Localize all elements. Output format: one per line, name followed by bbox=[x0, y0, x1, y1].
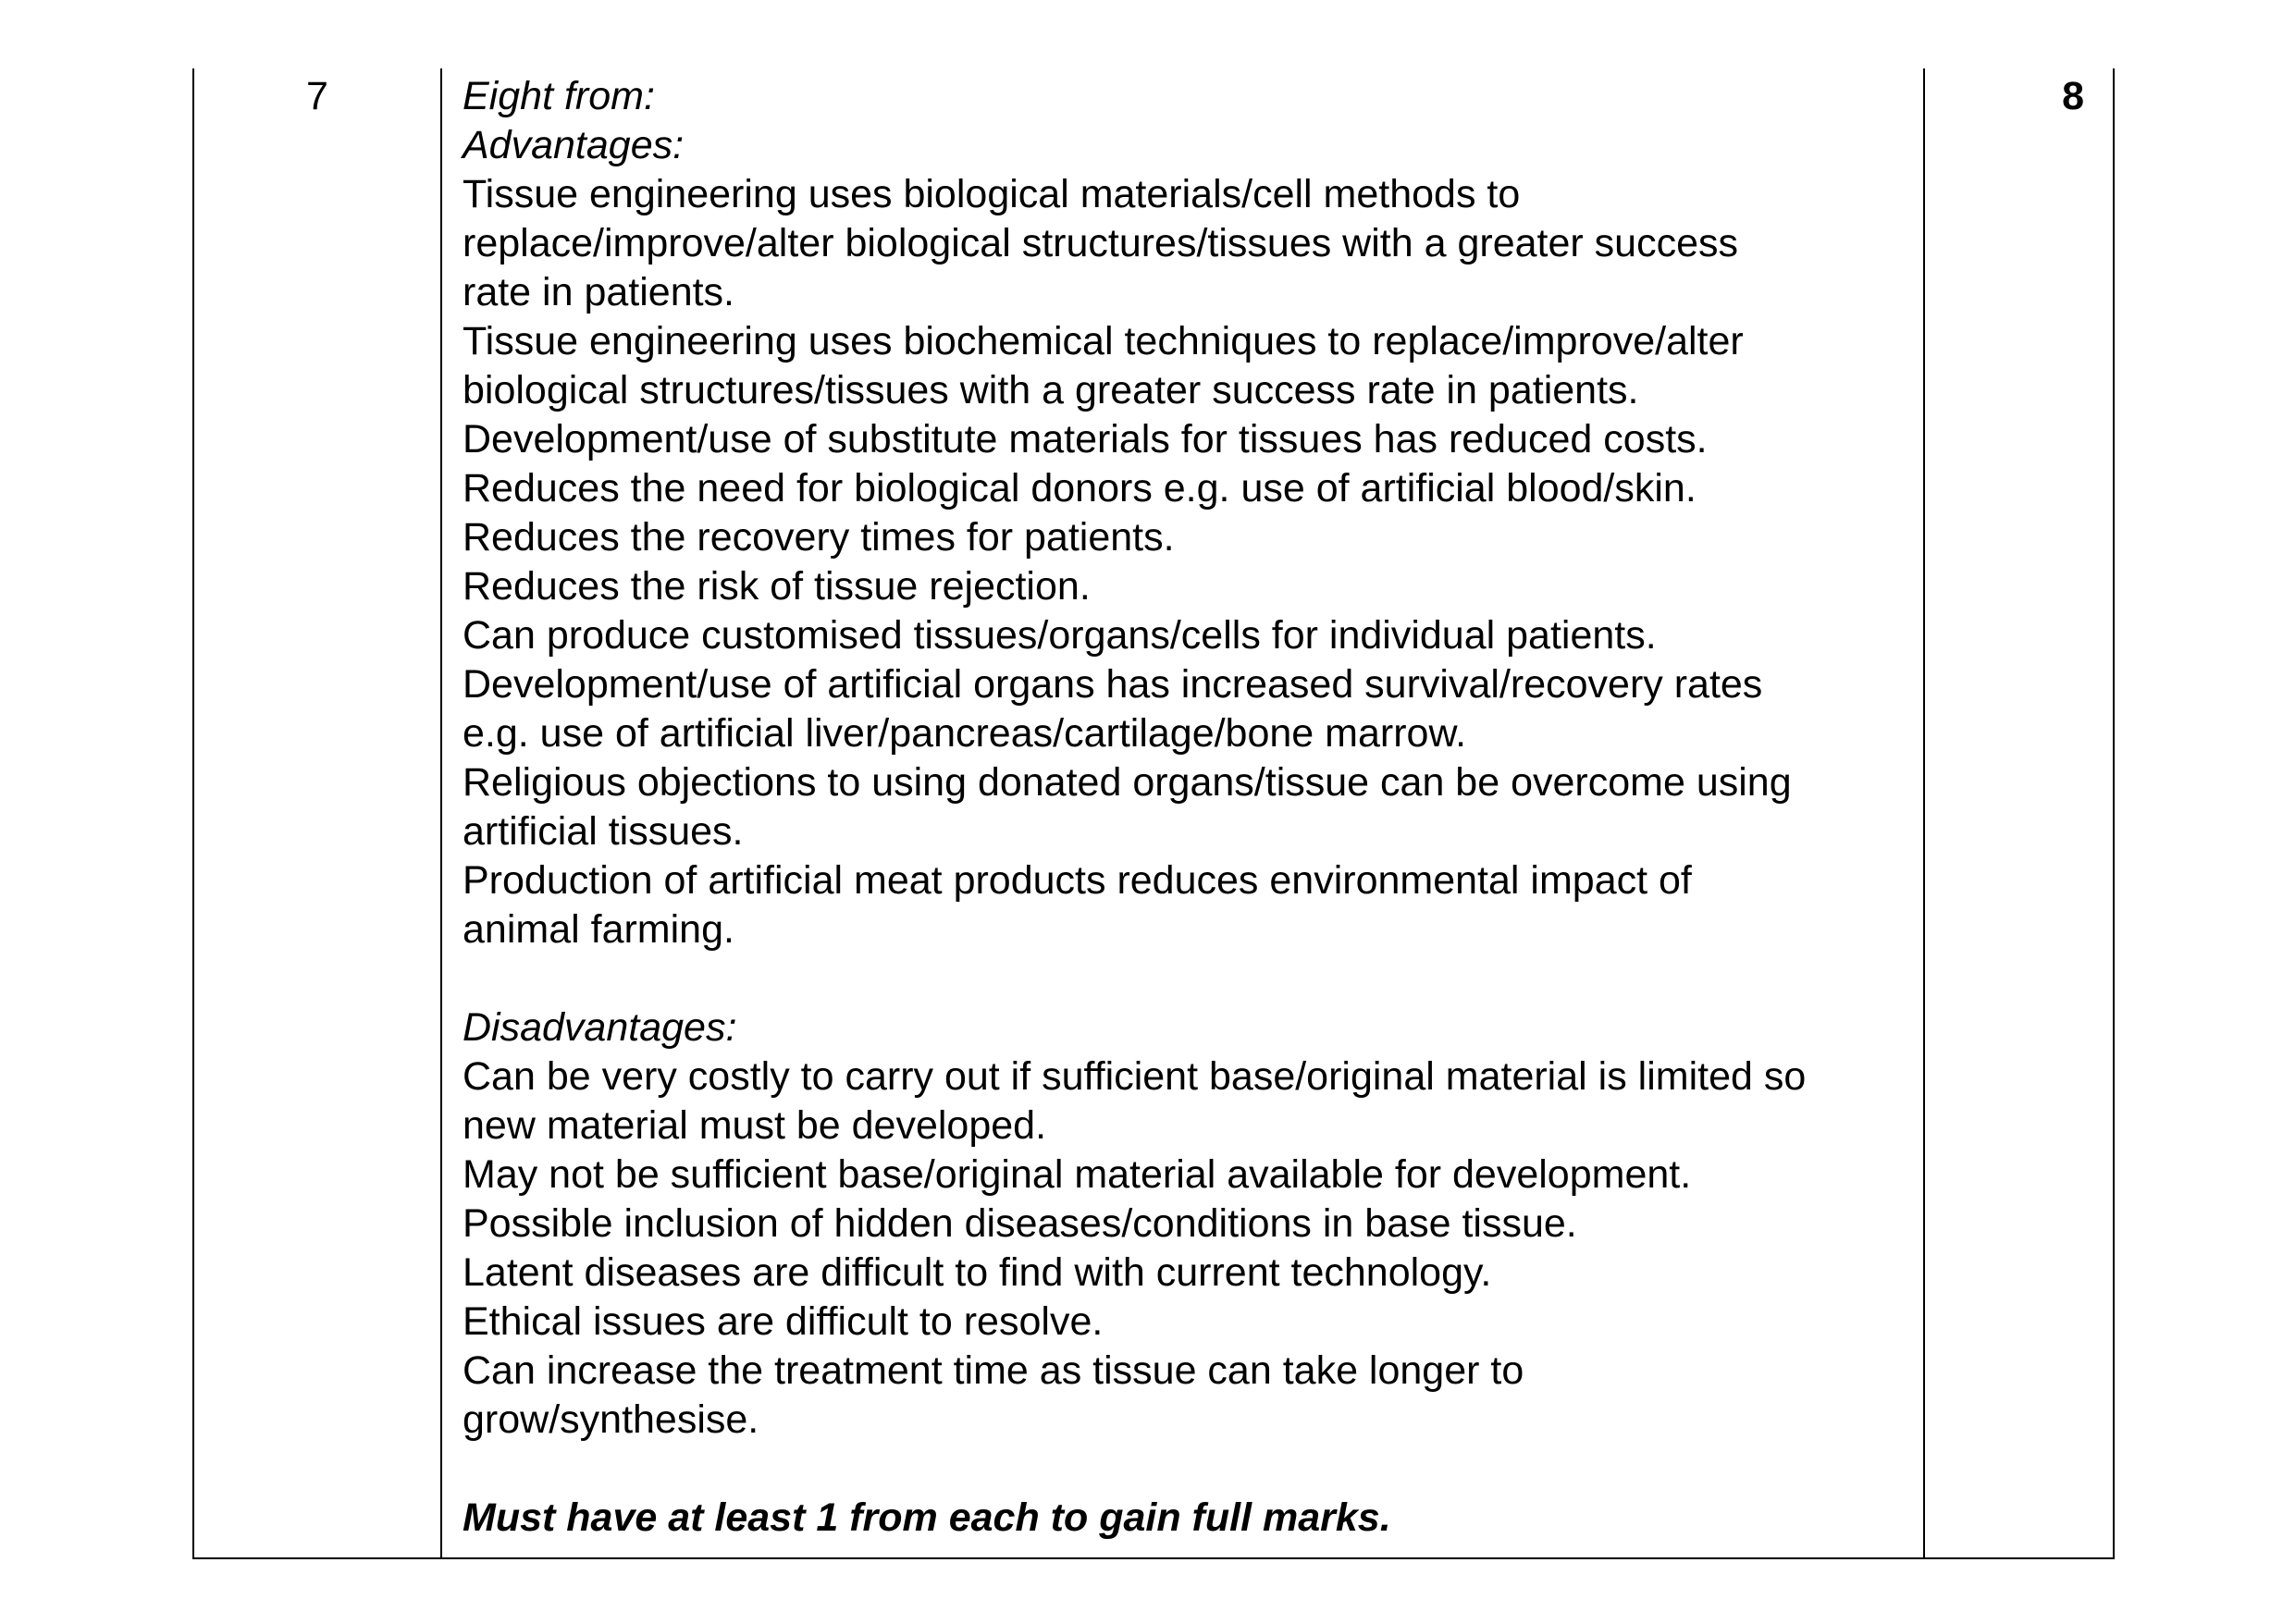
answer-point-line: May not be sufficient base/original material available for development. bbox=[463, 1152, 1692, 1197]
answer-point-line: Development/use of artificial organs has increased survival/recovery rates bbox=[463, 662, 1763, 707]
answer-point-line: Reduces the recovery times for patients. bbox=[463, 515, 1175, 560]
disadvantages-heading: Disadvantages: bbox=[463, 1005, 737, 1050]
advantages-heading: Advantages: bbox=[463, 123, 685, 167]
advantages-list bbox=[463, 170, 1910, 954]
answer-point bbox=[463, 1347, 1910, 1445]
answer-point-line: Development/use of substitute materials for tissues has reduced costs. bbox=[463, 417, 1708, 461]
answer-point bbox=[463, 415, 1910, 464]
answer-point-line: Tissue engineering uses biochemical techniques to replace/improve/alter bbox=[463, 319, 1744, 363]
column-divider bbox=[1923, 68, 1925, 1557]
answer-point bbox=[463, 1200, 1910, 1249]
answer-point-line: Production of artificial meat products reduces environmental impact of bbox=[463, 858, 1692, 903]
answer-point bbox=[463, 513, 1910, 562]
full-marks-note: Must have at least 1 from each to gain full marks. bbox=[463, 1495, 1391, 1540]
answer-point-line: e.g. use of artificial liver/pancreas/cartilage/bone marrow. bbox=[463, 711, 1467, 756]
answer-point-line: Reduces the risk of tissue rejection. bbox=[463, 564, 1091, 609]
answer-point-line: Religious objections to using donated organs/tissue can be overcome using bbox=[463, 760, 1792, 805]
answer-point-line: Reduces the need for biological donors e.g. use of artificial blood/skin. bbox=[463, 466, 1697, 511]
marks-value: 8 bbox=[2062, 74, 2084, 118]
answer-cell bbox=[463, 72, 1910, 1543]
column-divider bbox=[440, 68, 442, 1557]
answer-point-line: Latent diseases are difficult to find with current technology. bbox=[463, 1250, 1492, 1295]
answer-point bbox=[463, 758, 1910, 856]
answer-point-line: Tissue engineering uses biological materials/cell methods to bbox=[463, 172, 1521, 216]
answer-point bbox=[463, 1298, 1910, 1347]
answer-point-line: grow/synthesise. bbox=[463, 1397, 759, 1442]
answer-point bbox=[463, 660, 1910, 758]
answer-point bbox=[463, 562, 1910, 611]
answer-point-line: rate in patients. bbox=[463, 270, 735, 314]
spacer bbox=[463, 1445, 1910, 1494]
question-number: 7 bbox=[306, 74, 328, 118]
answer-point-line: new material must be developed. bbox=[463, 1103, 1047, 1148]
answer-point-line: Ethical issues are difficult to resolve. bbox=[463, 1299, 1104, 1344]
answer-point-line: replace/improve/alter biological structures/tissues with a greater success bbox=[463, 221, 1738, 265]
answer-point bbox=[463, 856, 1910, 954]
answer-point-line: Can produce customised tissues/organs/cells for individual patients. bbox=[463, 613, 1657, 658]
answer-point bbox=[463, 317, 1910, 415]
answer-point bbox=[463, 1150, 1910, 1200]
answer-point-line: Can increase the treatment time as tissue can take longer to bbox=[463, 1348, 1524, 1393]
mark-scheme-table bbox=[192, 68, 2115, 1559]
answer-point-line: Possible inclusion of hidden diseases/conditions in base tissue. bbox=[463, 1201, 1577, 1246]
answer-point bbox=[463, 611, 1910, 660]
answer-point-line: biological structures/tissues with a greater success rate in patients. bbox=[463, 368, 1639, 412]
answer-point-line: artificial tissues. bbox=[463, 809, 744, 854]
answer-point bbox=[463, 464, 1910, 513]
answer-point bbox=[463, 1052, 1910, 1150]
eight-from-heading: Eight from: bbox=[463, 74, 655, 118]
answer-point bbox=[463, 170, 1910, 317]
spacer bbox=[463, 954, 1910, 1003]
disadvantages-list bbox=[463, 1052, 1910, 1445]
answer-point-line: Can be very costly to carry out if sufficient base/original material is limited so bbox=[463, 1054, 1807, 1099]
answer-point-line: animal farming. bbox=[463, 907, 734, 952]
answer-point bbox=[463, 1249, 1910, 1298]
